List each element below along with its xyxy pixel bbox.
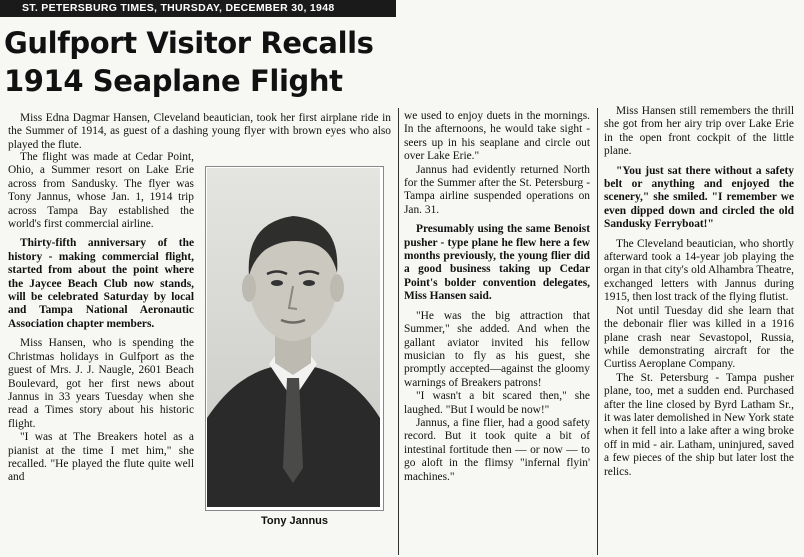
article-paragraph: we used to enjoy duets in the mornings. In the afternoons, he would take sight - seers up in his seaplane and circle out over Lake Erie." — [404, 110, 590, 163]
article-paragraph: Miss Hansen, who is spending the Christmas holidays in Gulfport as the guest of Mrs. J. J. Naugle, 2601 Beach Boulevard, got her first news about Jannus in 33 years Tuesday when she read a Times story about his historic flight. — [8, 337, 194, 430]
article-paragraph: Thirty-fifth anniversary of the history - making commercial flight, started from about the point where the Jaycee Beach Club now stands, will be celebrated Saturday by local and Tampa National Aeronautic Association chapter members. — [8, 237, 194, 330]
article-paragraph: "You just sat there without a safety belt or anything and enjoyed the scenery," she smiled. "I remember we even dipped down and circled the old Sandusky Ferryboat!" — [604, 164, 794, 231]
column-rule-1 — [398, 108, 399, 555]
masthead: ST. PETERSBURG TIMES, THURSDAY, DECEMBER 30, 1948 — [0, 0, 396, 17]
article-column-1 — [8, 151, 194, 551]
article-paragraph: "I wasn't a bit scared then," she laughed. "But I would be now!" — [404, 390, 590, 416]
article-column-2 — [404, 110, 590, 555]
article-paragraph: Not until Tuesday did she learn that the debonair flier was killed in a 1916 plane crash near Sevastopol, Russia, while demonstrating aircraft for the Curtiss Aeroplane Company. — [604, 304, 794, 371]
portrait-photo — [207, 168, 380, 507]
article-paragraph: Presumably using the same Benoist pusher - type plane he flew here a few months previously, the young flier did a good business taking up Cedar Point's bolder convention delegates, Miss Hansen said. — [404, 223, 590, 303]
article-paragraph: Jannus, a fine flier, had a good safety record. But it took quite a bit of intestinal fortitude then — or now — to go aloft in the flimsy "infernal flyin' machines." — [404, 416, 590, 483]
article-paragraph: Jannus had evidently returned North for the Summer after the St. Petersburg - Tampa airline suspended operations on Jan. 31. — [404, 163, 590, 216]
headline-line-1: Gulfport Visitor Recalls — [4, 26, 374, 60]
article-paragraph: "He was the big attraction that Summer," she added. And when the gallant aviator invited his fellow musician to fly as his guest, she promptly accepted—against the gloomy warnings of Breakers patrons! — [404, 309, 590, 389]
headline — [4, 24, 399, 100]
article-paragraph: Miss Hansen still remembers the thrill she got from her airy trip over Lake Erie in the open front cockpit of the little plane. — [604, 105, 794, 158]
article-column-3 — [604, 105, 794, 555]
article-paragraph: The St. Petersburg - Tampa pusher plane, too, met a sudden end. Purchased after the line closed by Byrd Latham Sr., it was later demolished in New York state when it fell into a lake after a wing broke off in mid - air. Latham, uninjured, saved a few pieces of the ship but later lost the relics. — [604, 371, 794, 478]
photo-caption: Tony Jannus — [260, 515, 329, 527]
article-paragraph: "I was at The Breakers hotel as a pianist at the time I met him," she recalled. "He played the flute quite well and — [8, 431, 194, 484]
lead-paragraph — [8, 112, 391, 152]
portrait-illustration — [207, 168, 380, 507]
article-paragraph: The flight was made at Cedar Point, Ohio, a Summer resort on Lake Erie across from Sandusky. The flyer was Tony Jannus, whose Jan. 1, 1914 trip across Tampa Bay established the world's first commercial airline. — [8, 151, 194, 231]
headline-line-2: 1914 Seaplane Flight — [4, 64, 343, 98]
column-rule-2 — [597, 108, 598, 555]
article-paragraph: The Cleveland beautician, who shortly afterward took a 14-year job playing the organ in that city's old Alhambra Theatre, exchanged letters with Jannus during 1915, then lost track of the flying flutist. — [604, 237, 794, 304]
lead-text: Miss Edna Dagmar Hansen, Cleveland beautician, took her first airplane ride in the Summer of 1914, as guest of a dashing young flyer with brown eyes who also played the flute. — [8, 112, 391, 151]
